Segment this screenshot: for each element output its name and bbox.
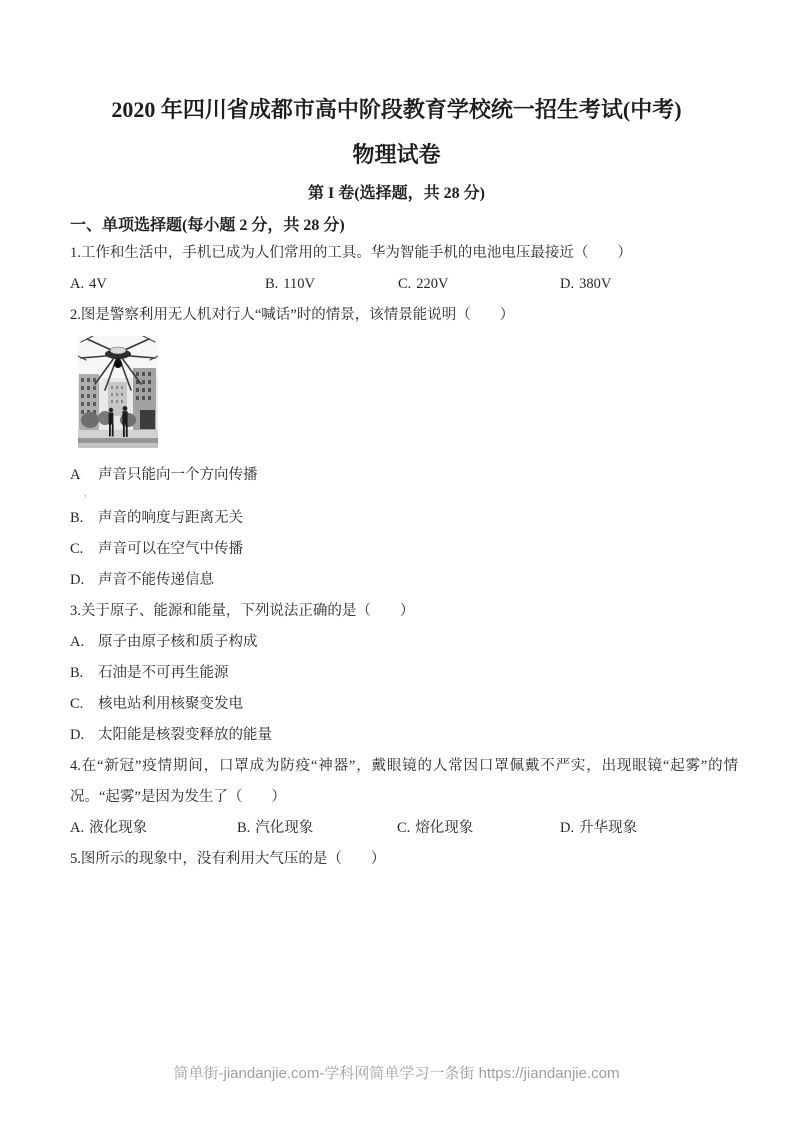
option-text: 液化现象 [89, 820, 148, 836]
question-1-text: 工作和生活中，手机已成为人们常用的工具。华为智能手机的电池电压最接近（ ） [80, 245, 632, 261]
question-1-option-b [265, 269, 398, 300]
question-3-option-c [70, 689, 738, 720]
option-label: B. [265, 276, 279, 292]
question-4-option-d [560, 813, 738, 844]
question-3-stem [70, 596, 738, 627]
part-1-header: 一、单项选择题(每小题 2 分，共 28 分) [70, 217, 345, 234]
option-text: 太阳能是核裂变释放的能量 [98, 727, 272, 743]
question-2-stem [70, 300, 738, 331]
section-1-header: 第 I 卷(选择题，共 28 分) [308, 185, 485, 202]
question-4-stem [70, 751, 738, 813]
option-label: C. [398, 276, 412, 292]
option-label: A [70, 467, 81, 483]
option-text: 核电站利用核聚变发电 [98, 696, 243, 712]
stray-dot-mark: · [84, 491, 87, 501]
option-text: 声音只能向一个方向传播 [98, 467, 258, 483]
option-text: 4V [89, 276, 107, 292]
option-label: D. [560, 820, 575, 836]
option-label: D. [560, 276, 575, 292]
question-5-text: 图所示的现象中，没有利用大气压的是（ ） [80, 851, 386, 867]
question-1-stem [70, 238, 738, 269]
question-3-number: 3. [70, 603, 81, 619]
option-text: 声音可以在空气中传播 [98, 541, 243, 557]
question-5-number: 5. [70, 851, 81, 867]
option-text: 380V [579, 276, 612, 292]
option-label: C. [70, 541, 84, 557]
question-5-stem [70, 844, 738, 875]
exam-title: 2020 年四川省成都市高中阶段教育学校统一招生考试(中考) [111, 97, 682, 122]
question-2-option-d [70, 565, 738, 596]
question-2-option-c [70, 534, 738, 565]
option-label: A. [70, 276, 85, 292]
option-label: C. [397, 820, 411, 836]
option-text: 升华现象 [579, 820, 638, 836]
option-text: 声音的响度与距离无关 [98, 510, 243, 526]
question-4-number: 4. [70, 758, 81, 774]
option-text: 石油是不可再生能源 [98, 665, 229, 681]
question-2-number: 2. [70, 307, 81, 323]
option-text: 110V [283, 276, 315, 292]
question-2-option-b [70, 503, 738, 534]
question-3-option-a [70, 627, 738, 658]
question-1-number: 1. [70, 245, 81, 261]
option-label: B. [70, 665, 84, 681]
question-3-text: 关于原子、能源和能量，下列说法正确的是（ ） [80, 603, 415, 619]
option-text: 声音不能传递信息 [98, 572, 214, 588]
question-4-option-c [397, 813, 560, 844]
option-label: B. [237, 820, 251, 836]
option-label: D. [70, 572, 85, 588]
footer-watermark: 简单街-jiandanjie.com-学科网简单学习一条街 https://jiandanjie.com [173, 1065, 620, 1082]
question-3-option-b [70, 658, 738, 689]
option-label: B. [70, 510, 84, 526]
question-1-option-c [398, 269, 560, 300]
question-4-options [70, 813, 738, 844]
question-1-option-d [560, 269, 738, 300]
question-1-options [70, 269, 738, 300]
question-2-figure [78, 336, 158, 448]
question-2-text: 图是警察利用无人机对行人“喊话”时的情景，该情景能说明（ ） [80, 307, 515, 323]
option-label: D. [70, 727, 85, 743]
question-2-option-a [70, 460, 738, 491]
exam-subtitle: 物理试卷 [352, 142, 441, 167]
option-text: 熔化现象 [415, 820, 474, 836]
question-3-option-d [70, 720, 738, 751]
option-label: A. [70, 820, 85, 836]
option-text: 220V [416, 276, 449, 292]
option-label: C. [70, 696, 84, 712]
option-text: 汽化现象 [255, 820, 314, 836]
question-4-text: 在“新冠”疫情期间，口罩成为防疫“神器”，戴眼镜的人常因口罩佩戴不严实，出现眼镜“起雾”的情况。“起雾”是因为发生了（ ） [70, 758, 738, 805]
option-text: 原子由原子核和质子构成 [98, 634, 258, 650]
question-4-option-b [237, 813, 397, 844]
question-4-option-a [70, 813, 237, 844]
question-1-option-a [70, 269, 265, 300]
drone-police-scene-icon [78, 336, 158, 448]
option-label: A. [70, 634, 85, 650]
